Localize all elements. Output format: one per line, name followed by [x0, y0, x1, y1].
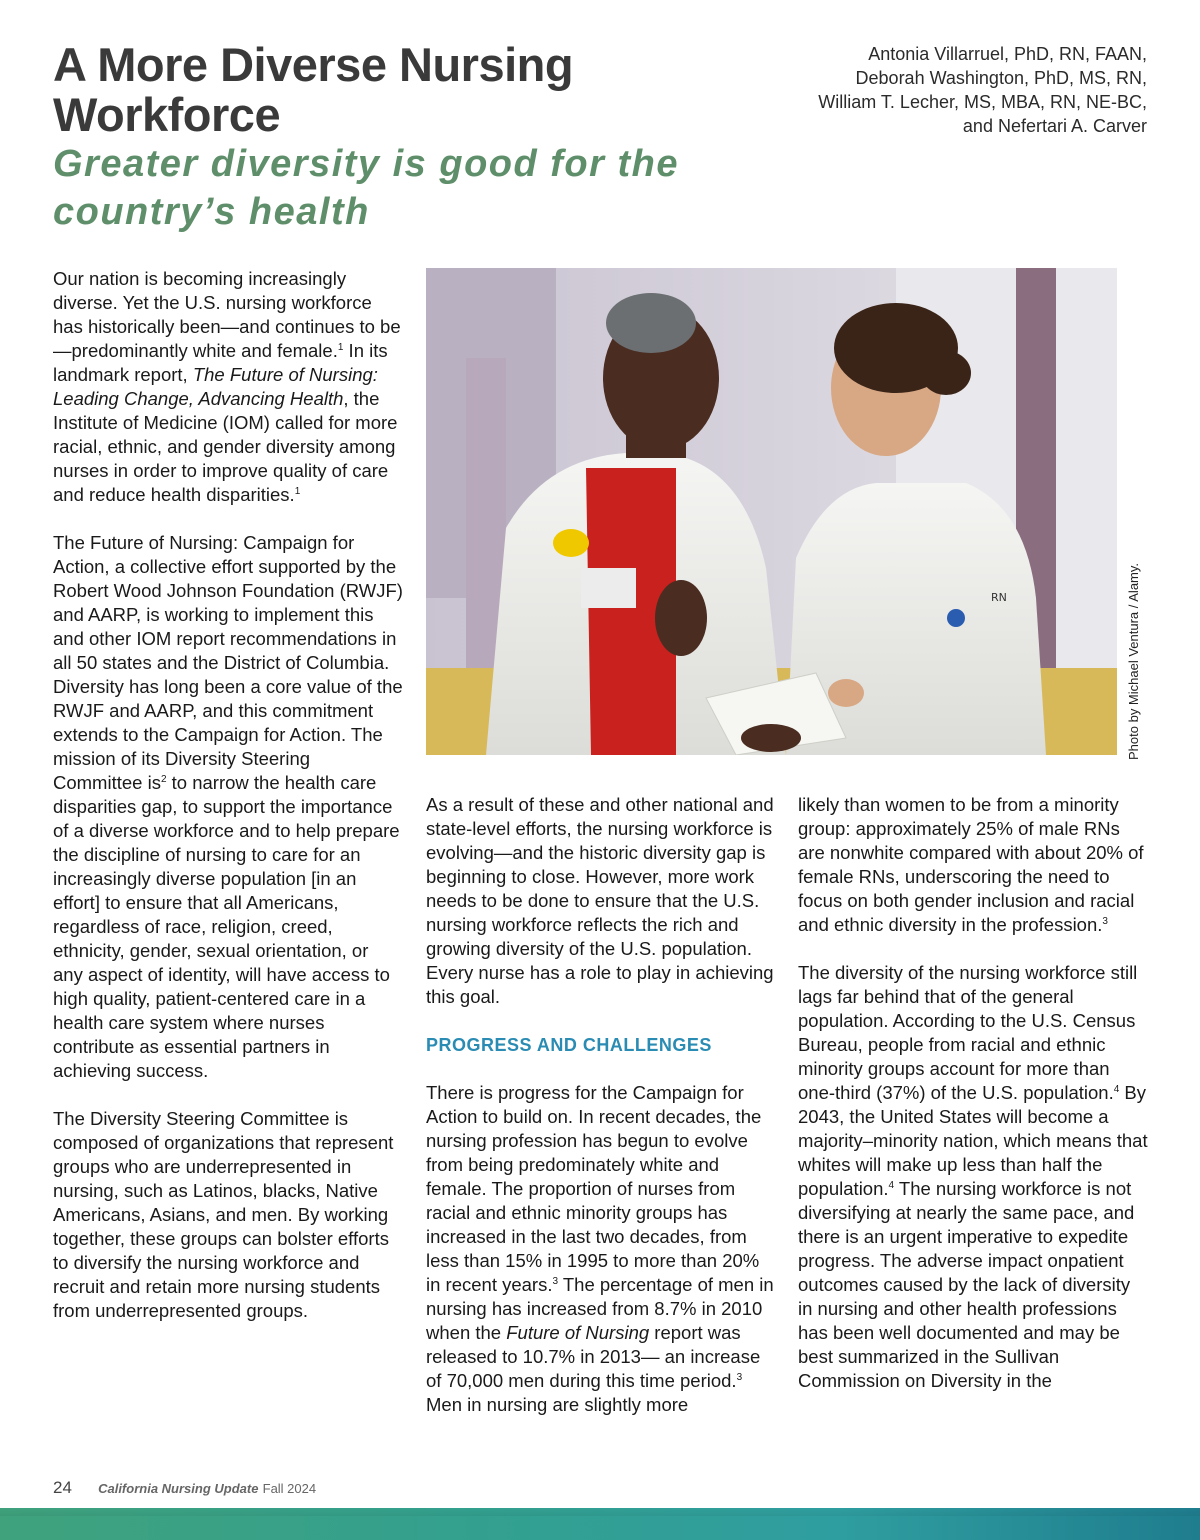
page-footer: [53, 1478, 316, 1498]
text-run: The nursing workforce is not diversifying at nearly the same pace, and there is an urgent imperative to expedite progress. The adverse impact onpatient outcomes caused by the lack of diversity in nursing and other health professions has been well documented and may be best summarized in the Sullivan Commission on Diversity in the: [798, 1178, 1135, 1391]
footnote-ref: 4: [1113, 1083, 1120, 1095]
text-run: report was released to 10.7% in 2013— an increase of 70,000 men during this time period.: [426, 1322, 761, 1391]
footnote-ref: 1: [294, 485, 301, 497]
author-line: William T. Lecher, MS, MBA, RN, NE-BC,: [818, 92, 1147, 112]
coat-badge-text: RN: [991, 591, 1007, 604]
paragraph: [426, 1081, 776, 1417]
article-subtitle: Greater diversity is good for the country’s health: [53, 143, 679, 233]
footnote-ref: 3: [552, 1275, 559, 1287]
paragraph: The Diversity Steering Committee is composed of organizations that represent groups who are underrepresented in nursing, such as Latinos, blacks, Native Americans, Asians, and men. By working together, these groups can bolster efforts to diversify the nursing workforce and recruit and retain more nursing students from underrepresented groups.: [53, 1108, 394, 1321]
text-run: Men in nursing are slightly more: [426, 1394, 689, 1415]
report-title: The Future of Nursing: Leading Change, Advancing Health: [53, 364, 378, 409]
text-run: , the Institute of Medicine (IOM) called for more racial, ethnic, and gender diversity among nurses in order to improve quality of care and reduce health disparities.: [53, 388, 398, 505]
author-line: Deborah Washington, PhD, MS, RN,: [855, 68, 1147, 88]
paragraph: [53, 267, 403, 507]
issue-date: Fall 2024: [262, 1481, 317, 1496]
text-run: Our nation is becoming increasingly diverse. Yet the U.S. nursing workforce has historically been—and continues to be—predominantly white and female.: [53, 268, 401, 361]
paragraph: [798, 961, 1148, 1393]
article-title: A More Diverse Nursing Workforce: [53, 38, 574, 141]
text-run: The Future of Nursing: Campaign for Action, a collective effort supported by the Robert Wood Johnson Foundation (RWJF) and AARP, is working to implement this and other IOM report recommendations in all 50 states and the District of Columbia. Diversity has long been a core value of the RWJF and AARP, and this commitment extends to the Campaign for Action. The mission of its Diversity Steering Committee is: [53, 532, 403, 793]
footnote-ref: 1: [337, 341, 344, 353]
text-run: There is progress for the Campaign for Action to build on. In recent decades, the nursing profession has begun to evolve from being predominately white and female. The proportion of nurses from racial and ethnic minority groups has increased in the last two decades, from less than 15% in 1995 to more than 20% in recent years.: [426, 1082, 762, 1295]
footer-gradient-bar: [0, 1508, 1200, 1540]
photo-credit: [1126, 520, 1146, 760]
page-number: 24: [53, 1478, 72, 1497]
article-photo: [426, 268, 1117, 755]
text-run: The diversity of the nursing workforce still lags far behind that of the general population. According to the U.S. Census Bureau, people from racial and ethnic minority groups account for more than one-third (37%) of the U.S. population.: [798, 962, 1138, 1103]
column-1: [53, 267, 403, 1347]
column-2: [426, 793, 776, 1441]
text-run: In its landmark report,: [53, 340, 388, 385]
paragraph: [798, 793, 1148, 937]
section-heading: PROGRESS AND CHALLENGES: [426, 1035, 712, 1055]
text-run: By 2043, the United States will become a majority–minority nation, which means that whites will make up less than half the population.: [798, 1082, 1148, 1199]
publication-name: California Nursing Update: [98, 1481, 259, 1496]
nurses-photo-illustration: [426, 268, 1117, 755]
report-title: Future of Nursing: [506, 1322, 650, 1343]
author-line: Antonia Villarruel, PhD, RN, FAAN,: [868, 44, 1147, 64]
text-run: The percentage of men in nursing has increased from 8.7% in 2010 when the: [426, 1274, 774, 1343]
photo-credit-text: Photo by Michael Ventura / Alamy.: [1126, 562, 1141, 760]
footnote-ref: 2: [160, 773, 167, 785]
author-list: [727, 42, 1147, 138]
text-run: likely than women to be from a minority group: approximately 25% of male RNs are nonwhite compared with about 20% of female RNs, underscoring the need to focus on both gender inclusion and racial and ethnic diversity in the profession.: [798, 794, 1144, 935]
author-line: and Nefertari A. Carver: [962, 116, 1147, 136]
footnote-ref: 3: [736, 1371, 743, 1383]
footnote-ref: 4: [888, 1179, 895, 1191]
text-run: to narrow the health care disparities gap, to support the importance of a diverse workforce and to help prepare the discipline of nursing to care for an increasingly diverse population [in an effort] to ensure that all Americans, regardless of race, religion, creed, ethnicity, gender, sexual orientation, or any aspect of identity, will have access to high quality, patient-centered care in a health care system where nurses contribute as essential partners in achieving success.: [53, 772, 400, 1081]
column-3: [798, 793, 1148, 1417]
footnote-ref: 3: [1102, 915, 1108, 927]
paragraph: As a result of these and other national and state-level efforts, the nursing workforce is evolving—and the historic diversity gap is beginning to close. However, more work needs to be done to ensure that the U.S. nursing workforce reflects the rich and growing diversity of the U.S. population. Every nurse has a role to play in achieving this goal.: [426, 794, 774, 1007]
paragraph: [53, 531, 403, 1083]
